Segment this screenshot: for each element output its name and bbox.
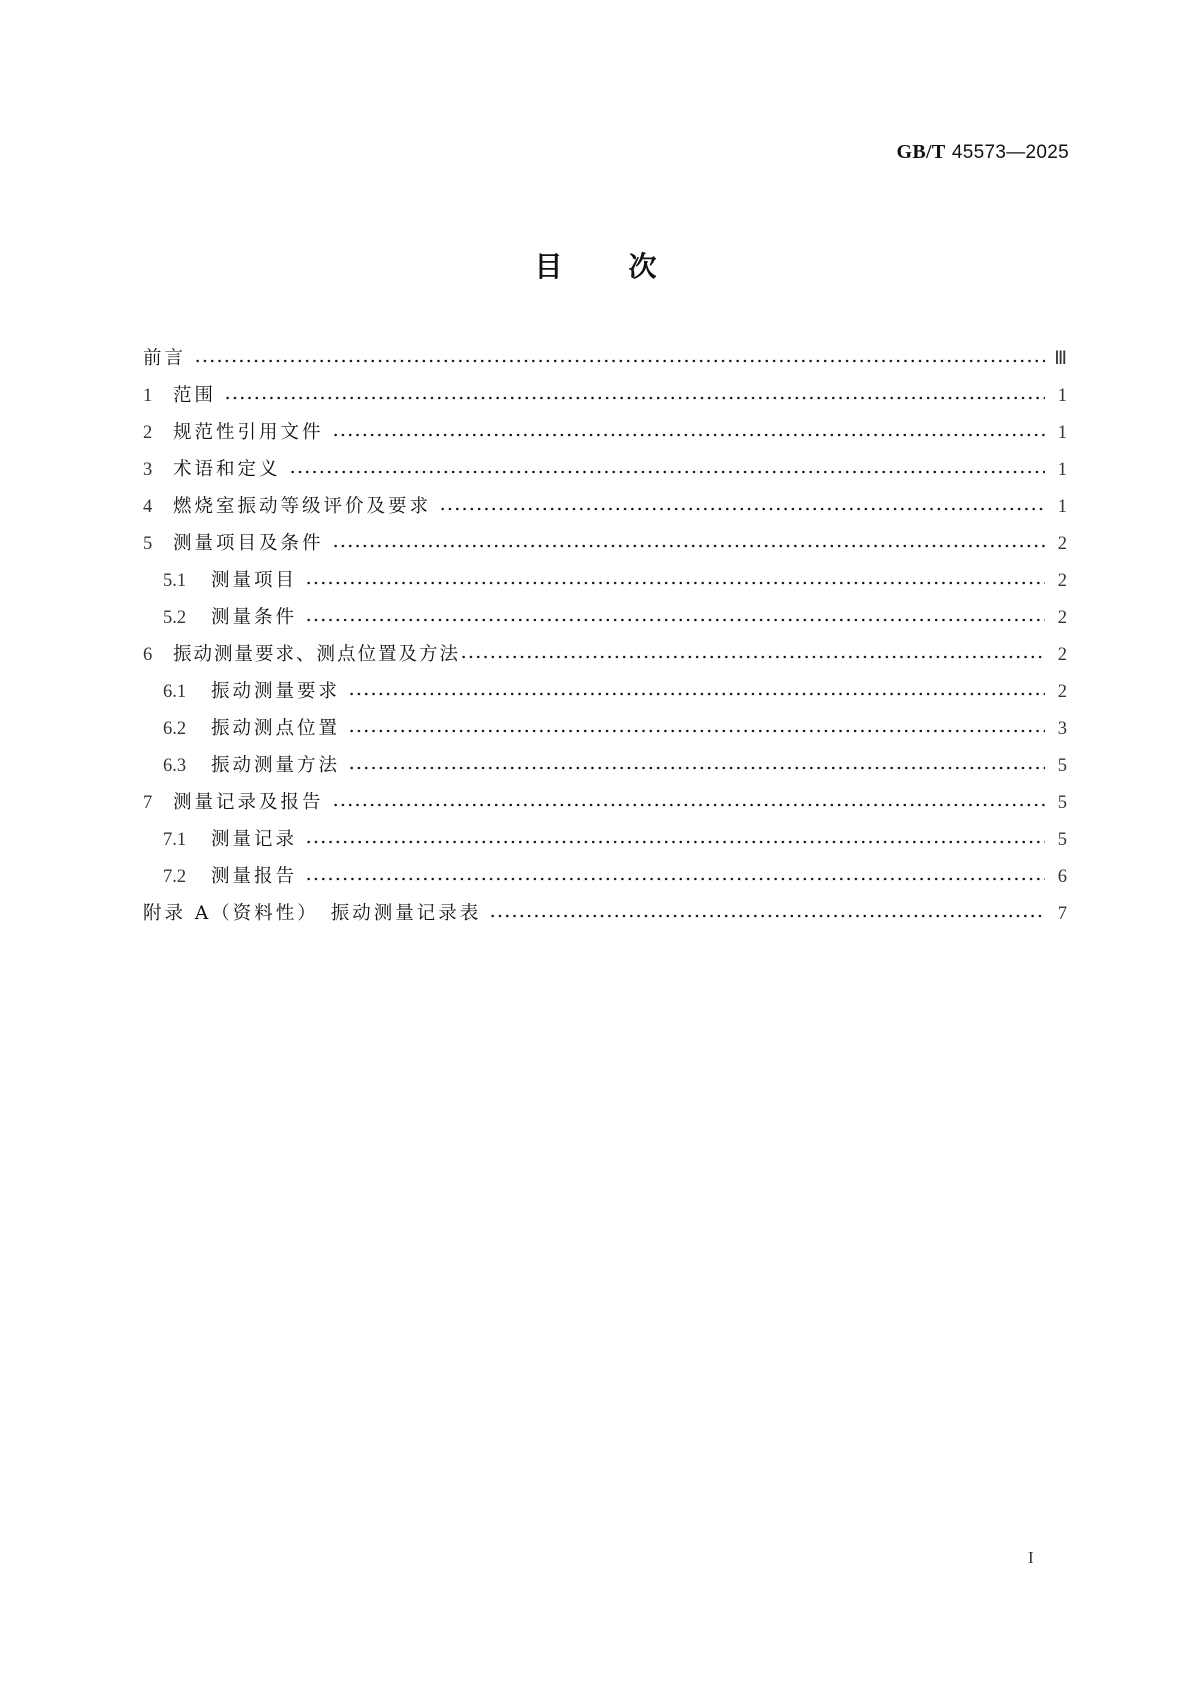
toc-entry-label: 测量项目及条件 <box>173 532 324 554</box>
dot-leader <box>348 692 1045 696</box>
toc-entry-number: 6.2 <box>163 718 187 739</box>
toc-entry-6-1[interactable] <box>143 673 1067 710</box>
toc-entry-page: 2 <box>1057 570 1067 591</box>
toc-entry-7-1[interactable] <box>143 821 1067 858</box>
standard-code <box>897 141 1069 164</box>
dot-leader <box>305 877 1045 881</box>
toc-entry-number: 1 <box>143 385 153 406</box>
toc-entry-6[interactable] <box>143 636 1067 673</box>
page-title-char-2: 次 <box>628 250 657 283</box>
dot-leader <box>224 396 1045 400</box>
toc-entry-page: 5 <box>1057 792 1067 813</box>
toc-entry-label: 测量报告 <box>211 865 298 887</box>
toc-entry-number: 7 <box>143 792 153 813</box>
dot-leader <box>460 655 1045 659</box>
toc-entry-label: 振动测量要求、测点位置及方法 <box>173 643 461 665</box>
dot-leader <box>305 840 1045 844</box>
toc-entry-label: 振动测量记录表 <box>330 902 482 924</box>
toc-entry-label: 测量记录 <box>211 828 298 850</box>
toc-entry-page: 2 <box>1057 644 1067 665</box>
toc-entry-page: 1 <box>1057 385 1067 406</box>
toc-entry-label: 测量条件 <box>211 606 298 628</box>
toc-entry-page: 5 <box>1057 829 1067 850</box>
toc-entry-page: 1 <box>1057 496 1067 517</box>
page-title <box>0 245 1191 285</box>
toc-entry-5-2[interactable] <box>143 599 1067 636</box>
dot-leader <box>332 803 1045 807</box>
toc-entry-label: 燃烧室振动等级评价及要求 <box>173 495 432 517</box>
toc-entry-number: 6.1 <box>163 681 187 702</box>
toc-entry-page: 7 <box>1057 903 1067 924</box>
toc-entry-page: 6 <box>1057 866 1067 887</box>
toc-entry-label: 测量记录及报告 <box>173 791 324 813</box>
toc-entry-label: 测量项目 <box>211 569 298 591</box>
dot-leader <box>489 914 1045 918</box>
toc-entry-page: 2 <box>1057 681 1067 702</box>
toc-entry-annex-a[interactable] <box>143 895 1067 932</box>
toc-entry-number: 4 <box>143 496 153 517</box>
toc-entry-page: 2 <box>1057 607 1067 628</box>
toc-entry-number: 5 <box>143 533 153 554</box>
toc-entry-number: 7.2 <box>163 866 187 887</box>
dot-leader <box>194 359 1045 363</box>
toc-entry-label: 规范性引用文件 <box>173 421 324 443</box>
toc-entry-label: 振动测点位置 <box>211 717 341 739</box>
toc-entry-page: Ⅲ <box>1054 348 1067 369</box>
dot-leader <box>332 544 1045 548</box>
dot-leader <box>289 470 1045 474</box>
toc-entry-number: 附录 A（资料性） <box>143 902 319 924</box>
toc-entry-label: 振动测量要求 <box>211 680 341 702</box>
toc-entry-page: 3 <box>1057 718 1067 739</box>
toc-entry-foreword[interactable] <box>143 340 1067 377</box>
toc-entry-3[interactable] <box>143 451 1067 488</box>
standard-code-prefix: GB/T <box>896 141 946 163</box>
toc-entry-page: 5 <box>1057 755 1067 776</box>
page-title-char-1: 目 <box>534 250 563 283</box>
toc-entry-label: 前言 <box>143 347 187 369</box>
toc-entry-7[interactable] <box>143 784 1067 821</box>
toc-entry-label: 振动测量方法 <box>211 754 341 776</box>
toc-entry-number: 7.1 <box>163 829 187 850</box>
toc-entry-4[interactable] <box>143 488 1067 525</box>
toc-entry-label: 范围 <box>173 384 217 406</box>
footer-page-number: I <box>1028 1548 1034 1567</box>
standard-code-number: 45573—2025 <box>951 142 1069 163</box>
toc-entry-number: 5.1 <box>163 570 187 591</box>
toc-entry-7-2[interactable] <box>143 858 1067 895</box>
toc-entry-number: 2 <box>143 422 153 443</box>
toc-entry-6-2[interactable] <box>143 710 1067 747</box>
toc-entry-label: 术语和定义 <box>173 458 281 480</box>
dot-leader <box>305 618 1045 622</box>
toc-entry-page: 1 <box>1057 422 1067 443</box>
dot-leader <box>348 766 1045 770</box>
toc-entry-number: 6.3 <box>163 755 187 776</box>
toc-entry-page: 2 <box>1057 533 1067 554</box>
toc-entry-5[interactable] <box>143 525 1067 562</box>
toc-entry-1[interactable] <box>143 377 1067 414</box>
toc-entry-5-1[interactable] <box>143 562 1067 599</box>
toc-entry-number: 3 <box>143 459 153 480</box>
table-of-contents <box>143 340 1067 932</box>
toc-entry-number: 5.2 <box>163 607 187 628</box>
toc-entry-page: 1 <box>1057 459 1067 480</box>
toc-entry-number: 6 <box>143 644 153 665</box>
dot-leader <box>305 581 1045 585</box>
toc-entry-2[interactable] <box>143 414 1067 451</box>
dot-leader <box>332 433 1045 437</box>
dot-leader <box>348 729 1045 733</box>
toc-entry-6-3[interactable] <box>143 747 1067 784</box>
dot-leader <box>439 507 1045 511</box>
